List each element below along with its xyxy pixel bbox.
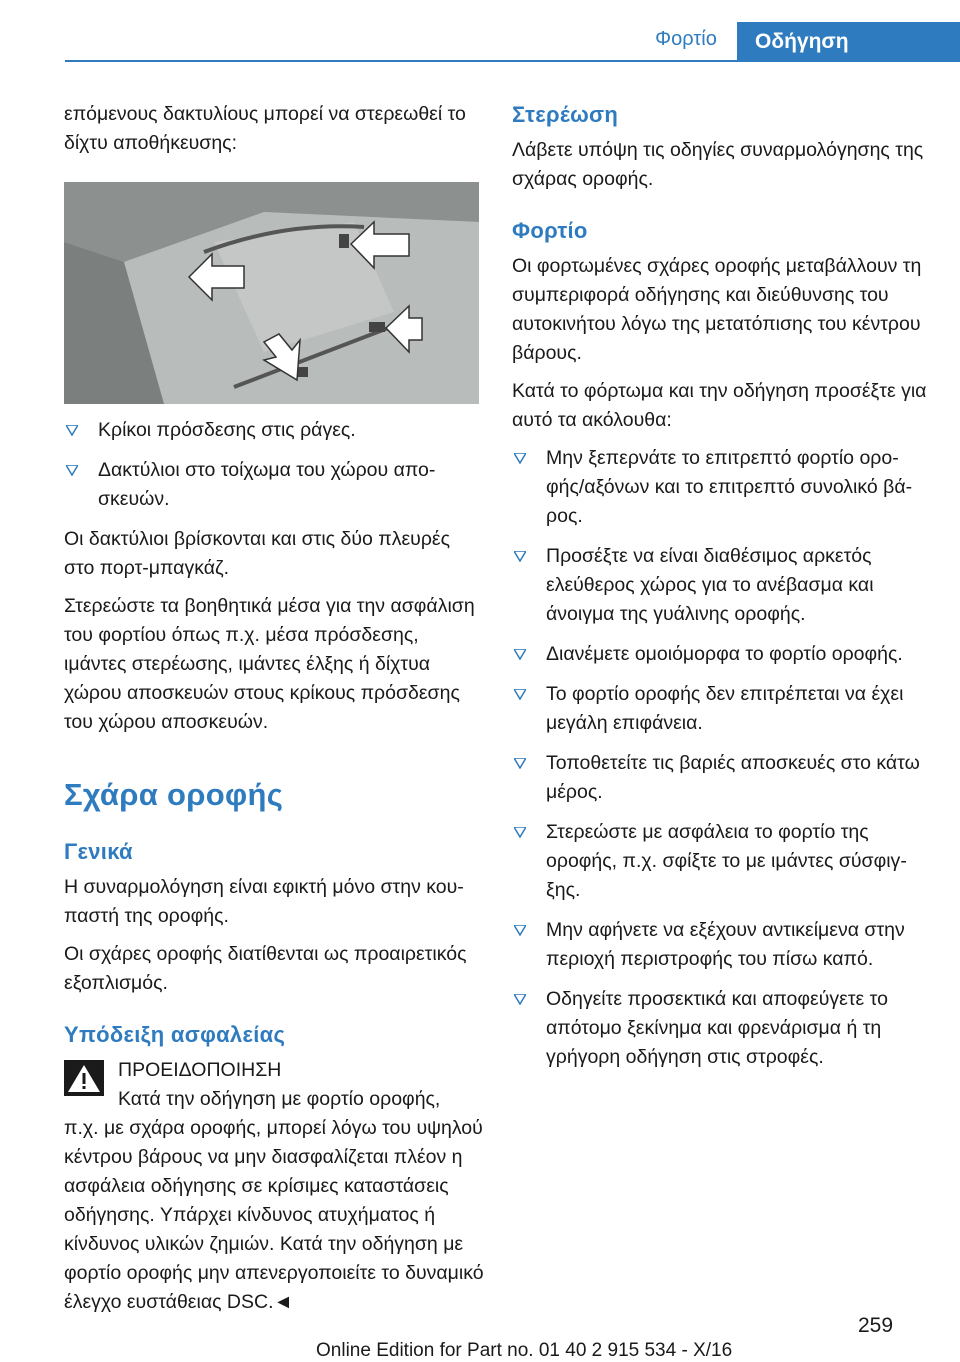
list-item: Μην αφήνετε να εξέχουν αντικείμενα στην περιοχή περιστροφής του πίσω καπό.	[512, 916, 930, 974]
section-title: Σχάρα οροφής	[64, 777, 284, 812]
warning-triangle-icon	[64, 1060, 104, 1096]
safety-heading: Υπόδειξη ασφαλείας	[64, 1022, 286, 1047]
triangle-bullet-icon	[514, 444, 526, 464]
triangle-bullet-icon	[514, 749, 526, 769]
left-column	[64, 100, 484, 1317]
triangle-bullet-icon	[514, 916, 526, 936]
list-item: Κρίκοι πρόσδεσης στις ράγες.	[64, 416, 484, 445]
edition-footer: Online Edition for Part no. 01 40 2 915 534 - X/16	[316, 1340, 733, 1361]
rings-location-paragraph: Οι δακτύλιοι βρίσκονται και στις δύο πλευρές στο πορτ-μπαγκάζ.	[64, 528, 451, 579]
intro-paragraph: επόμενους δακτυλίους μπορεί να στερεωθεί το δίχτυ αποθήκευσης:	[64, 103, 466, 154]
triangle-bullet-icon	[514, 640, 526, 660]
mounting-paragraph: Λάβετε υπόψη τις οδηγίες συναρμολόγησης της σχάρας οροφής.	[512, 139, 924, 190]
general-paragraph-1: Η συναρμολόγηση είναι εφικτή μόνο στην κουπαστή της οροφής.	[64, 876, 464, 927]
list-item: Το φορτίο οροφής δεν επιτρέπεται να έχει μεγάλη επιφάνεια.	[512, 680, 930, 738]
warning-block	[64, 1056, 484, 1317]
page-number: 259	[858, 1314, 894, 1337]
list-item: Διανέμετε ομοιόμορφα το φορτίο οροφής.	[512, 640, 930, 669]
load-rules-list	[512, 444, 930, 1072]
list-item: Δακτύλιοι στο τοίχωμα του χώρου αποσκευών.	[64, 456, 484, 514]
header-tab-driving[interactable]: Οδήγηση	[737, 22, 960, 62]
general-heading: Γενικά	[64, 839, 133, 864]
list-item: Στερεώστε με ασφάλεια το φορτίο της οροφής, π.χ. σφίξτε το με ιμάντες σύσφιγξης.	[512, 818, 930, 905]
header-tab-cargo[interactable]: Φορτίο	[655, 28, 717, 50]
list-item: Τοποθετείτε τις βαριές αποσκευές στο κάτω μέρος.	[512, 749, 930, 807]
ring-list	[64, 416, 484, 514]
page-header	[0, 22, 960, 62]
triangle-bullet-icon	[514, 680, 526, 700]
triangle-bullet-icon	[514, 818, 526, 838]
luggage-compartment-photo	[64, 182, 479, 404]
load-paragraph-1: Οι φορτωμένες σχάρες οροφής μεταβάλλουν τη συμπεριφορά οδήγησης και διεύθυνσης του αυτοκινήτου λόγω της μετατόπισης του κέντρου βάρους.	[512, 255, 922, 364]
warning-label: ΠΡΟΕΙΔΟΠΟΙΗΣΗ	[118, 1059, 282, 1081]
load-paragraph-2: Κατά το φόρτωμα και την οδήγηση προσέξτε για αυτό τα ακόλουθα:	[512, 380, 927, 431]
list-item: Μην ξεπερνάτε το επιτρεπτό φορτίο οροφής/αξόνων και το επιτρεπτό συνολικό βάρος.	[512, 444, 930, 531]
mounting-heading: Στερέωση	[512, 102, 619, 127]
triangle-bullet-icon	[514, 542, 526, 562]
warning-first-line: Κατά την οδήγηση με φορτίο οροφής,	[118, 1088, 441, 1110]
triangle-bullet-icon	[66, 456, 78, 476]
header-rule	[65, 60, 960, 62]
load-heading: Φορτίο	[512, 218, 588, 243]
general-paragraph-2: Οι σχάρες οροφής διατίθενται ως προαιρετικός εξοπλισμός.	[64, 943, 467, 994]
right-column	[512, 100, 930, 1083]
list-item: Οδηγείτε προσεκτικά και αποφεύγετε το απότομο ξεκίνημα και φρενάρισμα ή τη γρήγορη οδήγηση στις στροφές.	[512, 985, 930, 1072]
triangle-bullet-icon	[514, 985, 526, 1005]
triangle-bullet-icon	[66, 416, 78, 436]
fastening-paragraph: Στερεώστε τα βοηθητικά μέσα για την ασφάλιση του φορτίου όπως π.χ. μέσα πρόσδεσης, ιμάντες στερέωσης, ιμάντες έλξης ή δίχτυα χώρου αποσκευών στους κρίκους πρόσδεσης του χώρου αποσκευών.	[64, 595, 475, 733]
list-item: Προσέξτε να είναι διαθέσιμος αρκετός ελεύθερος χώρος για το ανέβασμα και άνοιγμα της γυάλινης οροφής.	[512, 542, 930, 629]
warning-text: π.χ. με σχάρα οροφής, μπορεί λόγω του υψηλού κέντρου βάρους να μην διασφαλίζεται πλέον η ασφάλεια οδήγησης σε κρίσιμες καταστάσεις οδήγησης. Υπάρχει κίνδυνος ατυχήματος ή κίνδυνος υλικών ζημιών. Κατά την οδήγηση με φορτίο οροφής μην απενεργοποιείτε το δυναμικό έλεγχο ευστάθειας DSC.◄	[64, 1117, 484, 1313]
